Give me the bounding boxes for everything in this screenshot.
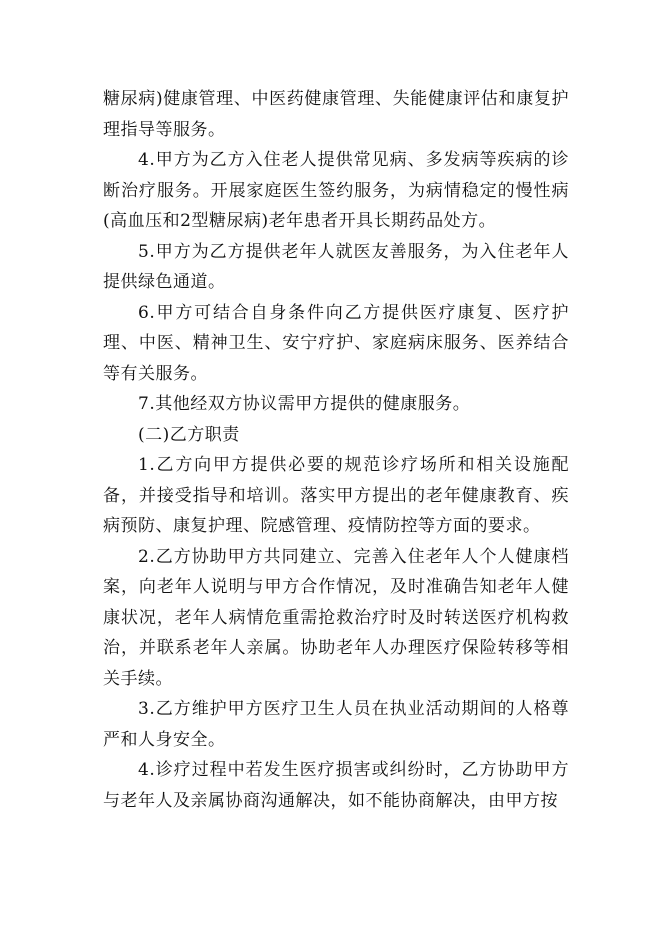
paragraph-party-b-1: 1.乙方向甲方提供必要的规范诊疗场所和相关设施配备，并接受指导和培训。落实甲方提出的老年健康教育、疾病预防、康复护理、院感管理、疫情防控等方面的要求。 [103,455,569,536]
paragraph-item-5: 5.甲方为乙方提供老年人就医友善服务，为入住老年人提供绿色通道。 [103,241,569,292]
document-body [103,84,569,816]
paragraph-continuation: 糖尿病)健康管理、中医药健康管理、失能健康评估和康复护理指导等服务。 [103,89,569,140]
paragraph-item-4: 4.甲方为乙方入住老人提供常见病、多发病等疾病的诊断治疗服务。开展家庭医生签约服务，为病情稳定的慢性病(高血压和2型糖尿病)老年患者开具长期药品处方。 [103,150,569,231]
section-heading: (二)乙方职责 [138,424,240,445]
paragraph-item-7: 7.其他经双方协议需甲方提供的健康服务。 [138,394,471,414]
paragraph-item-6: 6.甲方可结合自身条件向乙方提供医疗康复、医疗护理、中医、精神卫生、安宁疗护、家庭病床服务、医养结合等有关服务。 [103,302,569,384]
paragraph-party-b-4: 4.诊疗过程中若发生医疗损害或纠纷时，乙方协助甲方与老年人及亲属协商沟通解决，如不能协商解决，由甲方按 [103,760,569,811]
paragraph-party-b-3: 3.乙方维护甲方医疗卫生人员在执业活动期间的人格尊严和人身安全。 [103,699,569,750]
paragraph-party-b-2: 2.乙方协助甲方共同建立、完善入住老年人个人健康档案，向老年人说明与甲方合作情况，及时准确告知老年人健康状况，老年人病情危重需抢救治疗时及时转送医疗机构救治，并联系老年人亲属。协助老年人办理医疗保险转移等相关手续。 [103,546,569,689]
